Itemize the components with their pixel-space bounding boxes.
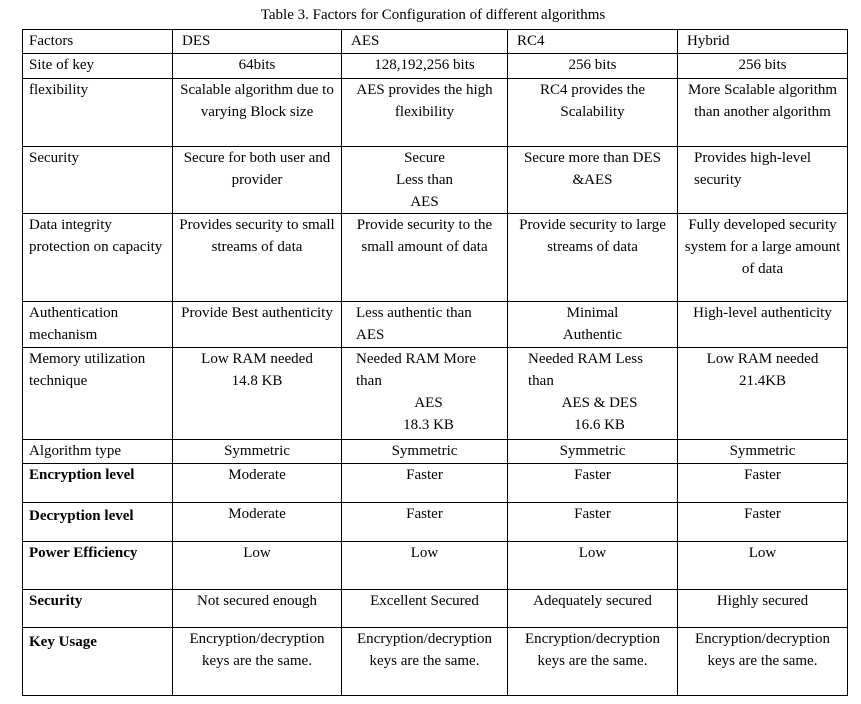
table-cell — [508, 348, 678, 440]
column-header-hybrid: Hybrid — [678, 30, 848, 54]
table-cell: Symmetric — [678, 440, 848, 464]
row-label: Decryption level — [23, 503, 173, 542]
table-row — [23, 79, 848, 147]
table-cell: Encryption/decryption keys are the same. — [342, 628, 508, 696]
table-cell: Encryption/decryption keys are the same. — [173, 628, 342, 696]
table-cell: Provide security to large streams of data — [508, 214, 678, 302]
table-cell: Secure for both user and provider — [173, 147, 342, 214]
table-caption: Table 3. Factors for Configuration of different algorithms — [260, 7, 606, 23]
table-cell: Faster — [678, 503, 848, 542]
row-label: Site of key — [23, 54, 173, 79]
row-label: flexibility — [23, 79, 173, 147]
table-cell: Faster — [678, 464, 848, 503]
table-cell: Provides security to small streams of data — [173, 214, 342, 302]
table-cell — [342, 348, 508, 440]
factors-table — [22, 29, 848, 696]
table-cell: Secure Less than AES — [342, 147, 508, 214]
row-label: Key Usage — [23, 628, 173, 696]
table-cell: More Scalable algorithm than another algorithm — [678, 79, 848, 147]
table-cell: Faster — [342, 503, 508, 542]
table-cell: Scalable algorithm due to varying Block size — [173, 79, 342, 147]
table-row — [23, 464, 848, 503]
table-cell: Faster — [508, 464, 678, 503]
table-cell: Moderate — [173, 464, 342, 503]
table-cell: Adequately secured — [508, 590, 678, 628]
table-cell: Moderate — [173, 503, 342, 542]
table-cell: Encryption/decryption keys are the same. — [678, 628, 848, 696]
table-cell: Highly secured — [678, 590, 848, 628]
row-label: Algorithm type — [23, 440, 173, 464]
table-row — [23, 348, 848, 440]
table-cell: Minimal Authentic — [508, 302, 678, 348]
table-cell: Low RAM needed 14.8 KB — [173, 348, 342, 440]
row-label: Authentication mechanism — [23, 302, 173, 348]
table-row — [23, 302, 848, 348]
table-cell: Symmetric — [508, 440, 678, 464]
table-cell: 128,192,256 bits — [342, 54, 508, 79]
table-row — [23, 147, 848, 214]
table-cell: Faster — [342, 464, 508, 503]
table-cell: 64bits — [173, 54, 342, 79]
table-cell: Low — [173, 542, 342, 590]
table-cell: Provide security to the small amount of data — [342, 214, 508, 302]
table-cell: Low RAM needed 21.4KB — [678, 348, 848, 440]
table-cell: Fully developed security system for a large amount of data — [678, 214, 848, 302]
row-label: Data integrity protection on capacity — [23, 214, 173, 302]
column-header-aes: AES — [342, 30, 508, 54]
table-cell: Symmetric — [173, 440, 342, 464]
table-cell: 256 bits — [508, 54, 678, 79]
cell-text: Needed RAM More than — [356, 351, 476, 389]
table-cell: Low — [508, 542, 678, 590]
table-row — [23, 628, 848, 696]
row-label: Memory utilization technique — [23, 348, 173, 440]
table-row — [23, 503, 848, 542]
cell-text: AES 18.3 KB — [403, 395, 454, 433]
row-label: Security — [23, 147, 173, 214]
table-cell: Not secured enough — [173, 590, 342, 628]
column-header-rc4: RC4 — [508, 30, 678, 54]
row-label: Encryption level — [23, 464, 173, 503]
cell-text: Needed RAM Less than — [528, 351, 643, 389]
table-row — [23, 214, 848, 302]
table-cell: 256 bits — [678, 54, 848, 79]
table-cell: RC4 provides the Scalability — [508, 79, 678, 147]
table-row — [23, 440, 848, 464]
table-row — [23, 54, 848, 79]
table-cell: Provides high-level security — [678, 147, 848, 214]
column-header-des: DES — [173, 30, 342, 54]
table-cell: Secure more than DES &AES — [508, 147, 678, 214]
table-cell: Excellent Secured — [342, 590, 508, 628]
cell-text: AES & DES 16.6 KB — [561, 395, 638, 433]
table-cell: Less authentic than AES — [342, 302, 508, 348]
table-row — [23, 542, 848, 590]
table-cell: Provide Best authenticity — [173, 302, 342, 348]
column-header-factors: Factors — [23, 30, 173, 54]
table-cell: Low — [678, 542, 848, 590]
table-cell: High-level authenticity — [678, 302, 848, 348]
table-cell: Encryption/decryption keys are the same. — [508, 628, 678, 696]
row-label: Security — [23, 590, 173, 628]
table-cell: Faster — [508, 503, 678, 542]
table-cell: AES provides the high flexibility — [342, 79, 508, 147]
table-row — [23, 590, 848, 628]
table-header-row — [23, 30, 848, 54]
table-cell: Low — [342, 542, 508, 590]
table-cell: Symmetric — [342, 440, 508, 464]
row-label: Power Efficiency — [23, 542, 173, 590]
